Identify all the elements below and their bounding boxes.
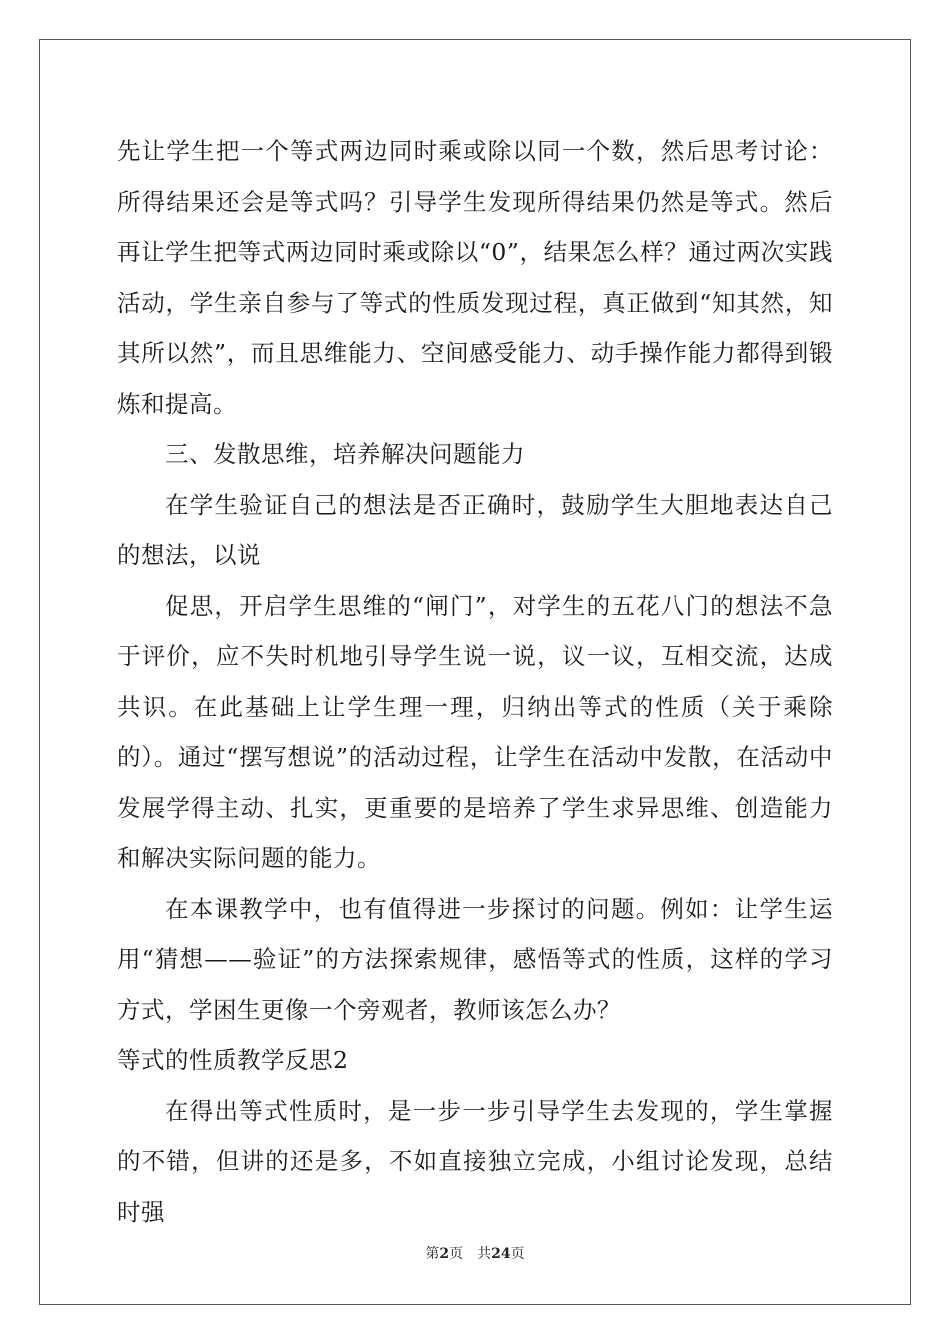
section-heading-3: 三、发散思维，培养解决问题能力 xyxy=(165,440,525,468)
paragraph-1: 先让学生把一个等式两边同时乘或除以同一个数，然后思考讨论：所得结果还会是等式吗？引导学生发现所得结果仍然是等式。然后再让学生把等式两边同时乘或除以“0”，结果怎么样？通过两次实践活动，学生亲自参与了等式的性质发现过程，真正做到“知其然，知其所以然”，而且思维能力、空间感受能力、动手操作能力都得到锻炼和提高。 xyxy=(117,137,833,418)
paragraph-4: 在本课教学中，也有值得进一步探讨的问题。例如：让学生运用“猜想——验证”的方法探索规律，感悟等式的性质，这样的学习方式，学困生更像一个旁观者，教师该怎么办？ xyxy=(117,894,833,1024)
article-title-2: 等式的性质教学反思2 xyxy=(117,1046,349,1074)
page-footer xyxy=(0,1245,950,1263)
current-page-number: 2 xyxy=(439,1246,450,1262)
paragraph-2: 在学生验证自己的想法是否正确时，鼓励学生大胆地表达自己的想法，以说 xyxy=(117,490,833,569)
document-body xyxy=(117,126,833,1237)
total-pages-number: 24 xyxy=(491,1246,511,1262)
footer-mid: 页 共 xyxy=(449,1246,492,1262)
paragraph-5: 在得出等式性质时，是一步一步引导学生去发现的，学生掌握的不错，但讲的还是多，不如直接独立完成，小组讨论发现，总结时强 xyxy=(117,1096,833,1226)
footer-prefix: 第 xyxy=(425,1246,440,1262)
paragraph-3: 促思，开启学生思维的“闸门”，对学生的五花八门的想法不急于评价，应不失时机地引导学生说一说，议一议，互相交流，达成共识。在此基础上让学生理一理，归纳出等式的性质（关于乘除的）。通过“摆写想说”的活动过程，让学生在活动中发散，在活动中发展学得主动、扎实，更重要的是培养了学生求异思维、创造能力和解决实际问题的能力。 xyxy=(117,591,833,872)
footer-suffix: 页 xyxy=(510,1246,525,1262)
